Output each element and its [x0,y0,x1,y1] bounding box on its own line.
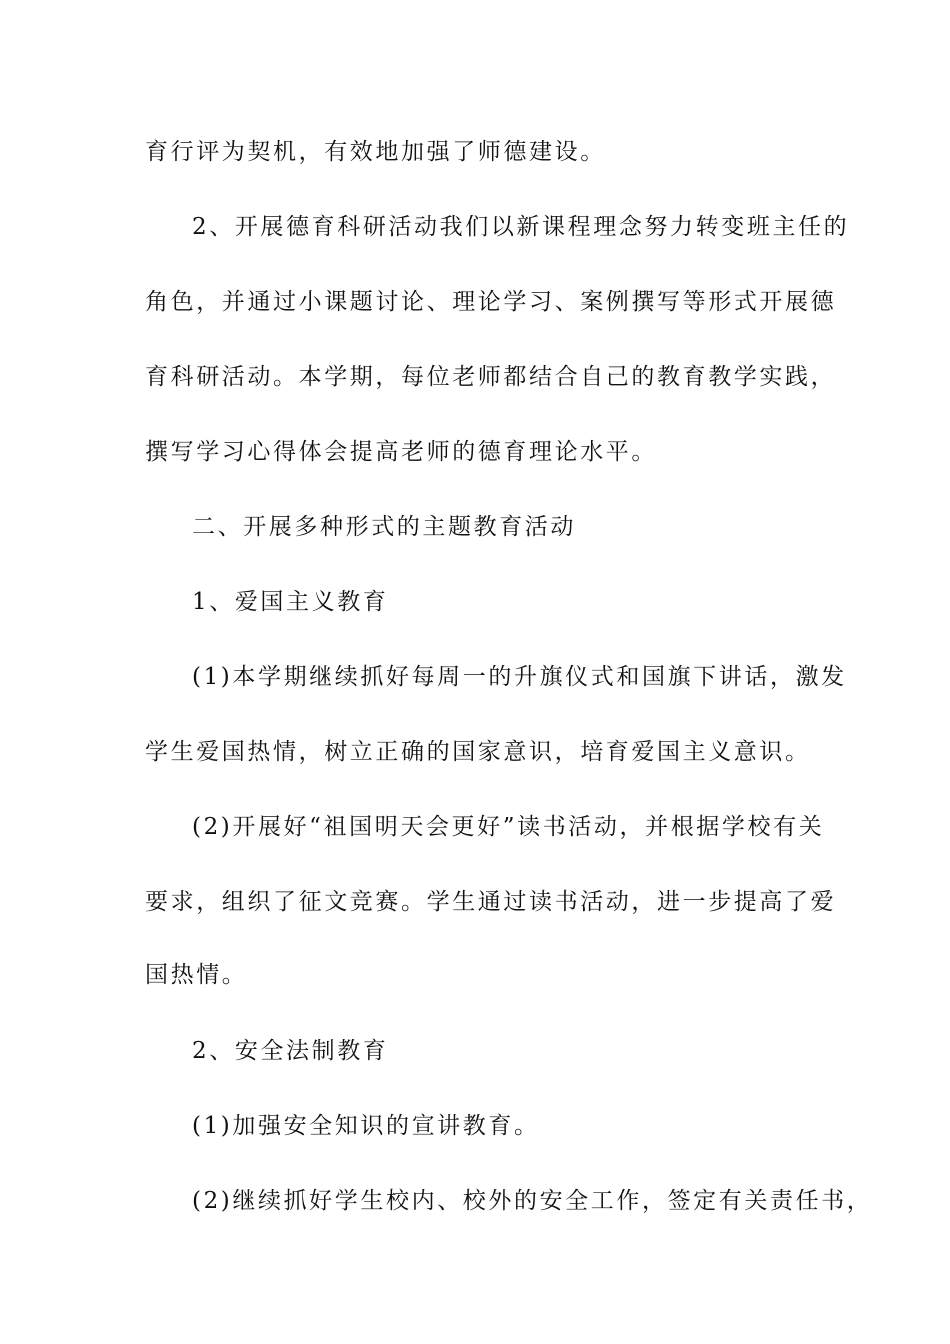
subsection-heading: 1、爱国主义教育 [192,589,389,615]
paragraph-line: (2)开展好“祖国明天会更好”读书活动，并根据学校有关 [192,814,825,840]
subsection-heading: 2、安全法制教育 [192,1038,389,1064]
paragraph-line: 育科研活动。本学期，每位老师都结合自己的教育教学实践， [145,364,837,390]
paragraph-line: (1)本学期继续抓好每周一的升旗仪式和国旗下讲话，激发 [192,664,847,690]
paragraph-line: 撰写学习心得体会提高老师的德育理论水平。 [145,439,657,465]
paragraph-line: 角色，并通过小课题讨论、理论学习、案例撰写等形式开展德 [145,289,837,315]
paragraph-line: 2、开展德育科研活动我们以新课程理念努力转变班主任的 [192,214,850,240]
paragraph-line: 学生爱国热情，树立正确的国家意识，培育爱国主义意识。 [145,739,811,765]
paragraph-line: 国热情。 [145,962,248,988]
paragraph-line: 要求，组织了征文竞赛。学生通过读书活动，进一步提高了爱 [145,889,837,915]
section-heading: 二、开展多种形式的主题教育活动 [192,514,576,540]
paragraph-line: 育行评为契机，有效地加强了师德建设。 [145,139,606,165]
paragraph-line: (1)加强安全知识的宣讲教育。 [192,1113,540,1139]
paragraph-line: (2)继续抓好学生校内、校外的安全工作，签定有关责任书， [192,1188,873,1214]
